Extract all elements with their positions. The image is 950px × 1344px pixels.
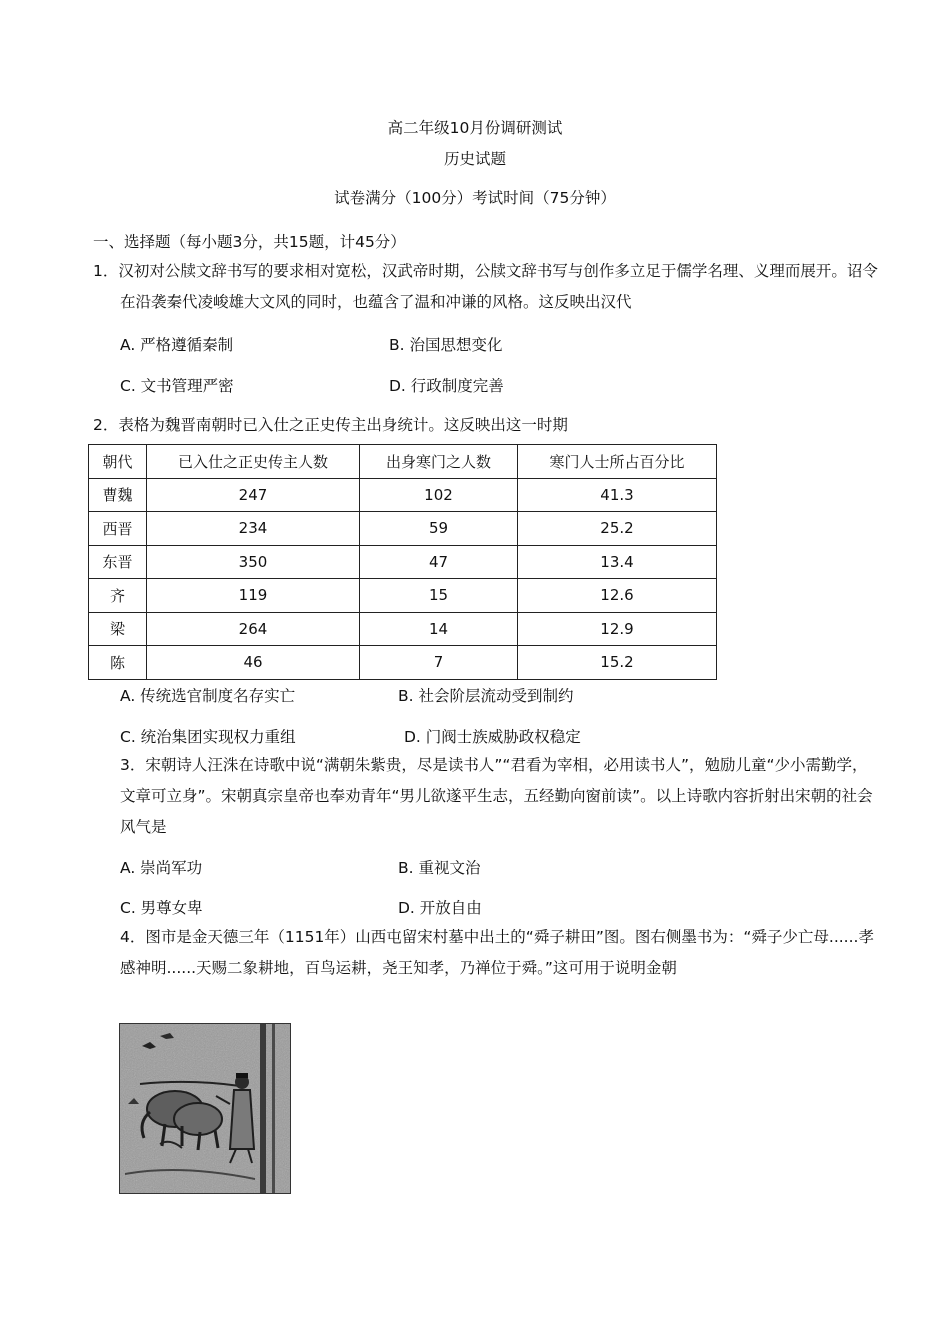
question-2-stem: 2．表格为魏晋南朝时已入仕之正史传主出身统计。这反映出这一时期 — [93, 416, 568, 434]
table-cell: 59 — [360, 512, 518, 546]
table-cell: 13.4 — [518, 545, 717, 579]
table-cell: 东晋 — [89, 545, 147, 579]
table-row — [89, 612, 717, 646]
question-4-stem: 4．图市是金天德三年（1151年）山西屯留宋村墓中出土的“舜子耕田”图。图右侧墨书为：“舜子少亡母......孝感神明......天赐二象耕地，百鸟运耕，尧王知孝，乃禅位于舜。”这可用于说明金朝 — [120, 928, 874, 977]
q3-option-a[interactable]: A. 崇尚军功 — [120, 859, 203, 877]
table-cell: 41.3 — [518, 478, 717, 512]
table-cell: 梁 — [89, 612, 147, 646]
table-cell: 350 — [147, 545, 360, 579]
section-heading: 一、选择题（每小题3分，共15题，计45分） — [93, 233, 406, 251]
q1-option-b[interactable]: B. 治国思想变化 — [389, 336, 503, 354]
exam-title: 高二年级10月份调研测试 — [387, 119, 563, 137]
table-header-cell: 朝代 — [89, 445, 147, 479]
q2-option-b[interactable]: B. 社会阶层流动受到制约 — [398, 687, 574, 705]
q3-option-b[interactable]: B. 重视文治 — [398, 859, 481, 877]
table-row — [89, 478, 717, 512]
table-cell: 46 — [147, 646, 360, 680]
table-cell: 陈 — [89, 646, 147, 680]
table-cell: 15.2 — [518, 646, 717, 680]
table-header-row — [89, 445, 717, 479]
table-cell: 曹魏 — [89, 478, 147, 512]
exam-subject: 历史试题 — [443, 150, 506, 168]
question-3-stem: 3．宋朝诗人汪洙在诗歌中说“满朝朱紫贵，尽是读书人”“君看为宰相，必用读书人”，勉励儿童“少小需勤学，文章可立身”。宋朝真宗皇帝也奉劝青年“男儿欲遂平生志，五经勤向窗前读”。以上诗歌内容折射出宋朝的社会风气是 — [120, 756, 873, 836]
q2-option-c[interactable]: C. 统治集团实现权力重组 — [120, 728, 296, 746]
table-cell: 西晋 — [89, 512, 147, 546]
table-cell: 12.9 — [518, 612, 717, 646]
table-row — [89, 579, 717, 613]
table-cell: 齐 — [89, 579, 147, 613]
table-header-cell: 出身寒门之人数 — [360, 445, 518, 479]
q2-option-a[interactable]: A. 传统选官制度名存实亡 — [120, 687, 296, 705]
table-header-cell: 寒门人士所占百分比 — [518, 445, 717, 479]
q1-option-a[interactable]: A. 严格遵循秦制 — [120, 336, 234, 354]
table-cell: 14 — [360, 612, 518, 646]
q3-option-c[interactable]: C. 男尊女卑 — [120, 899, 203, 917]
table-cell: 12.6 — [518, 579, 717, 613]
table-row — [89, 512, 717, 546]
table-cell: 47 — [360, 545, 518, 579]
q1-option-c[interactable]: C. 文书管理严密 — [120, 377, 234, 395]
table-cell: 102 — [360, 478, 518, 512]
table-cell: 119 — [147, 579, 360, 613]
q1-option-d[interactable]: D. 行政制度完善 — [389, 377, 504, 395]
shun-plowing-mural-image — [119, 1023, 291, 1194]
exam-info: 试卷满分（100分）考试时间（75分钟） — [334, 189, 616, 207]
table-cell: 25.2 — [518, 512, 717, 546]
table-header-cell: 已入仕之正史传主人数 — [147, 445, 360, 479]
question-1-stem: 1．汉初对公牍文辞书写的要求相对宽松，汉武帝时期，公牍文辞书写与创作多立足于儒学名理、义理而展开。诏令在沿袭秦代凌峻雄大文风的同时，也蕴含了温和冲谦的风格。这反映出汉代 — [93, 262, 878, 311]
statistics-table — [88, 444, 717, 680]
table-cell: 7 — [360, 646, 518, 680]
table-cell: 234 — [147, 512, 360, 546]
table-row — [89, 646, 717, 680]
q2-option-d[interactable]: D. 门阀士族威胁政权稳定 — [404, 728, 581, 746]
table-row — [89, 545, 717, 579]
table-cell: 247 — [147, 478, 360, 512]
table-cell: 15 — [360, 579, 518, 613]
table-cell: 264 — [147, 612, 360, 646]
q3-option-d[interactable]: D. 开放自由 — [398, 899, 482, 917]
